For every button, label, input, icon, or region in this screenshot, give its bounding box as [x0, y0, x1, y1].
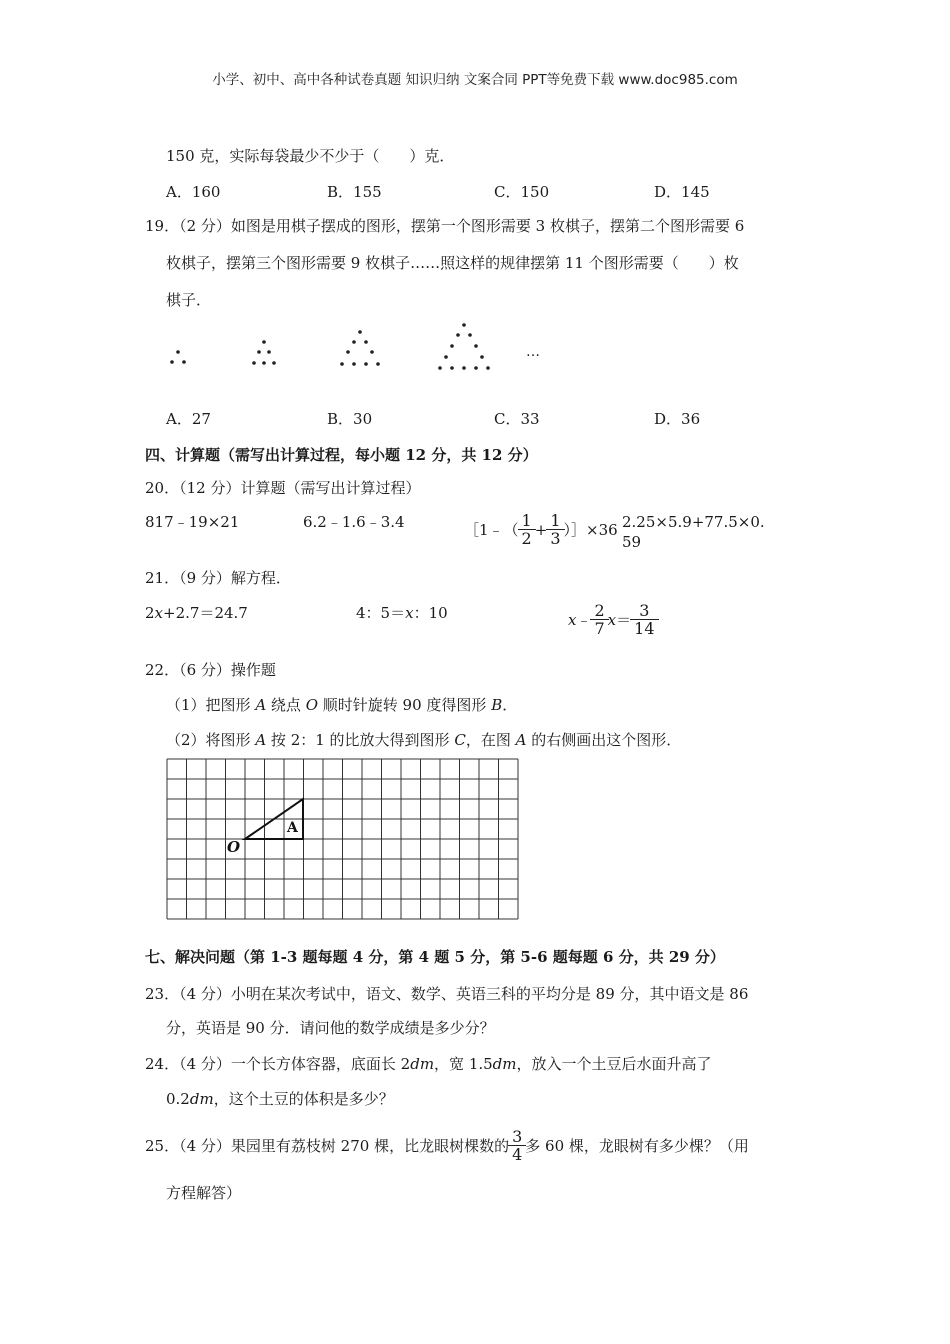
q20-expr-3-post: ）］×36	[563, 520, 618, 539]
page-header: 小学、初中、高中各种试卷真题 知识归纳 文案合同 PPT等免费下载 www.doc985.com	[212, 72, 738, 88]
q18-option-b: B．155	[327, 183, 382, 201]
eq-text: +2.7＝24.7	[163, 604, 248, 622]
grid-figure	[166, 758, 522, 922]
eq-text: 4：5＝	[356, 604, 406, 622]
q18-option-a: A．160	[166, 183, 221, 201]
unit-dm: dm	[492, 1055, 517, 1073]
numerator: 3	[639, 601, 650, 620]
variable-x: x	[568, 610, 577, 629]
section-7-heading: 七、解决问题（第 1-3 题每题 4 分，第 4 题 5 分，第 5-6 题每题 6 分，共 29 分）	[145, 948, 725, 966]
q22-step-1	[166, 695, 517, 715]
numerator: 3	[512, 1127, 523, 1146]
denominator: 2	[521, 529, 532, 548]
q20-expr-4-line2: 59	[622, 533, 642, 551]
q22-title: 22．（6 分）操作题	[145, 661, 276, 679]
section-4-heading: 四、计算题（需写出计算过程，每小题 12 分，共 12 分）	[145, 446, 538, 464]
numerator: 1	[550, 511, 561, 530]
q19-line1: 19．（2 分）如图是用棋子摆成的图形，摆第一个图形需要 3 枚棋子，摆第二个图形需要 6	[145, 217, 745, 235]
q20-expr-4-line1: 2.25×5.9+77.5×0.	[622, 513, 765, 531]
unit-dm: dm	[410, 1055, 435, 1073]
q20-expr-2: 6.2﹣1.6﹣3.4	[303, 513, 405, 531]
q18-continuation: 150 克，实际每袋最少不少于（ ）克．	[166, 147, 455, 165]
q21-eq-3	[568, 602, 658, 637]
variable-x: x	[154, 604, 164, 622]
unit-dm: dm	[189, 1090, 214, 1108]
eq-text: 2	[145, 604, 155, 622]
q21-title: 21．（9 分）解方程．	[145, 569, 291, 587]
q25-line2: 方程解答）	[166, 1184, 242, 1202]
point-label-o: O	[227, 838, 241, 856]
step-text: 的右侧画出这个图形．	[526, 731, 682, 749]
step-text: ．	[502, 696, 518, 714]
q22-step-2	[166, 730, 681, 750]
q24-line1	[145, 1054, 712, 1074]
q19-line2: 枚棋子，摆第三个图形需要 9 枚棋子……照这样的规律摆第 11 个图形需要（ ）枚	[166, 254, 739, 272]
q23-line2: 分，英语是 90 分．请问他的数学成绩是多少分？	[166, 1019, 495, 1037]
q19-option-b: B．30	[327, 410, 373, 428]
step-text: 绕点	[266, 696, 306, 714]
q18-option-c: C．150	[494, 183, 550, 201]
shape-a-ref: A	[255, 731, 267, 749]
q24-line2	[166, 1089, 394, 1109]
equals-sign: ＝	[616, 610, 632, 629]
step-text: 按 2：1 的比放大得到图形	[266, 731, 455, 749]
q21-eq-1	[145, 603, 248, 623]
q21-fraction-2	[632, 602, 656, 637]
point-o-ref: O	[305, 696, 319, 714]
q24-text: 24．（4 分）一个长方体容器，底面长 2	[145, 1055, 411, 1073]
variable-x: x	[607, 610, 617, 629]
triangle-label-a: A	[287, 820, 298, 836]
q25-text: 25．（4 分）果园里有荔枝树 270 棵，比龙眼树棵数的	[145, 1136, 510, 1155]
q18-option-d: D．145	[654, 183, 710, 201]
q24-text: ，宽 1.5	[434, 1055, 493, 1073]
chess-pattern-figure	[160, 315, 560, 375]
q23-line1: 23．（4 分）小明在某次考试中，语文、数学、英语三科的平均分是 89 分，其中语文是 86	[145, 985, 749, 1003]
q20-expr-1: 817﹣19×21	[145, 513, 240, 531]
shape-a-ref: A	[255, 696, 267, 714]
minus-sign: ﹣	[576, 610, 592, 629]
q20-expr-3-plus: +	[534, 520, 548, 539]
q20-title: 20．（12 分）计算题（需写出计算过程）	[145, 479, 421, 497]
q20-fraction-2	[548, 512, 562, 547]
shape-c-ref: C	[454, 731, 466, 749]
q19-line3: 棋子．	[166, 291, 212, 309]
step-text: ，在图	[465, 731, 516, 749]
q24-text: ，这个土豆的体积是多少？	[213, 1090, 394, 1108]
step-text: （2）将图形	[166, 731, 256, 749]
eq-text: ：10	[413, 604, 448, 622]
q25-text: 多 60 棵，龙眼树有多少棵？（用	[525, 1136, 749, 1155]
denominator: 14	[634, 619, 655, 638]
numerator: 2	[594, 601, 605, 620]
step-text: 顺时针旋转 90 度得图形	[318, 696, 492, 714]
q19-option-d: D．36	[654, 410, 701, 428]
numerator: 1	[521, 511, 532, 530]
q24-text: ，放入一个土豆后水面升高了	[516, 1055, 712, 1073]
q20-expr-3-pre: ［1﹣（	[464, 520, 519, 539]
denominator: 7	[594, 619, 605, 638]
denominator: 3	[550, 529, 561, 548]
q20-expr-3	[464, 512, 618, 547]
grid-lines	[167, 759, 518, 919]
shape-a-ref: A	[515, 731, 527, 749]
q24-text: 0.2	[166, 1090, 190, 1108]
variable-x: x	[405, 604, 414, 622]
q21-eq-2	[356, 603, 448, 623]
q21-fraction-1	[592, 602, 606, 637]
step-text: （1）把图形	[166, 696, 256, 714]
q25-fraction	[510, 1128, 524, 1163]
pattern-ellipsis: …	[526, 344, 540, 360]
denominator: 4	[512, 1145, 523, 1164]
shape-b-ref: B	[491, 696, 503, 714]
q19-option-a: A．27	[166, 410, 211, 428]
q20-fraction-1	[520, 512, 534, 547]
q25-line1	[145, 1128, 749, 1163]
q19-option-c: C．33	[494, 410, 540, 428]
